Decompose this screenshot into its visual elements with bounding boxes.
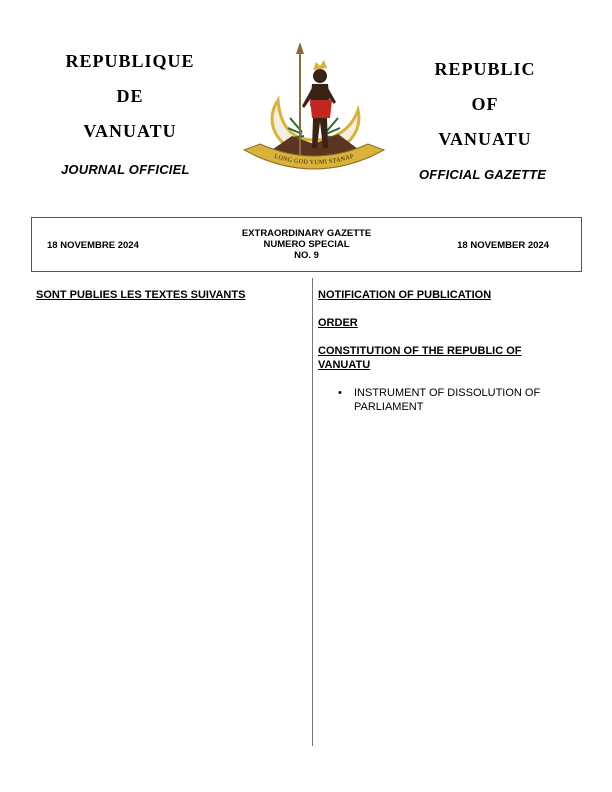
- numero-special-label: NUMERO SPECIAL: [263, 239, 350, 250]
- date-french: 18 NOVEMBRE 2024: [47, 240, 139, 251]
- official-gazette-label: OFFICIAL GAZETTE: [419, 167, 547, 182]
- date-english: 18 NOVEMBER 2024: [457, 240, 549, 251]
- french-republic-title: [35, 44, 225, 149]
- constitution-heading: CONSTITUTION OF THE REPUBLIC OF VANUATU: [318, 345, 522, 371]
- bullet-icon: •: [338, 387, 342, 399]
- emblem-motto: LONG GOD YUMI STANAP: [273, 152, 355, 167]
- notification-heading: NOTIFICATION OF PUBLICATION: [318, 289, 492, 301]
- list-item-text: INSTRUMENT OF DISSOLUTION OF PARLIAMENT: [354, 387, 541, 413]
- french-title-line-1: REPUBLIQUE: [65, 51, 195, 71]
- english-title-line-1: REPUBLIC: [434, 59, 536, 79]
- extraordinary-gazette-label: EXTRAORDINARY GAZETTE: [241, 228, 372, 239]
- english-title-line-2: OF: [471, 94, 499, 114]
- order-heading: ORDER: [318, 317, 358, 329]
- english-republic-title: [390, 52, 580, 157]
- gazette-info-box: [31, 217, 582, 272]
- french-title-line-2: DE: [116, 86, 144, 106]
- journal-officiel-label: JOURNAL OFFICIEL: [61, 162, 190, 177]
- left-column-heading: SONT PUBLIES LES TEXTES SUIVANTS: [36, 289, 246, 301]
- column-divider: [312, 278, 313, 746]
- gazette-number: NO. 9: [294, 250, 319, 261]
- english-title-line-3: VANUATU: [438, 129, 532, 149]
- french-title-line-3: VANUATU: [83, 121, 177, 141]
- coat-of-arms-emblem: [240, 40, 388, 180]
